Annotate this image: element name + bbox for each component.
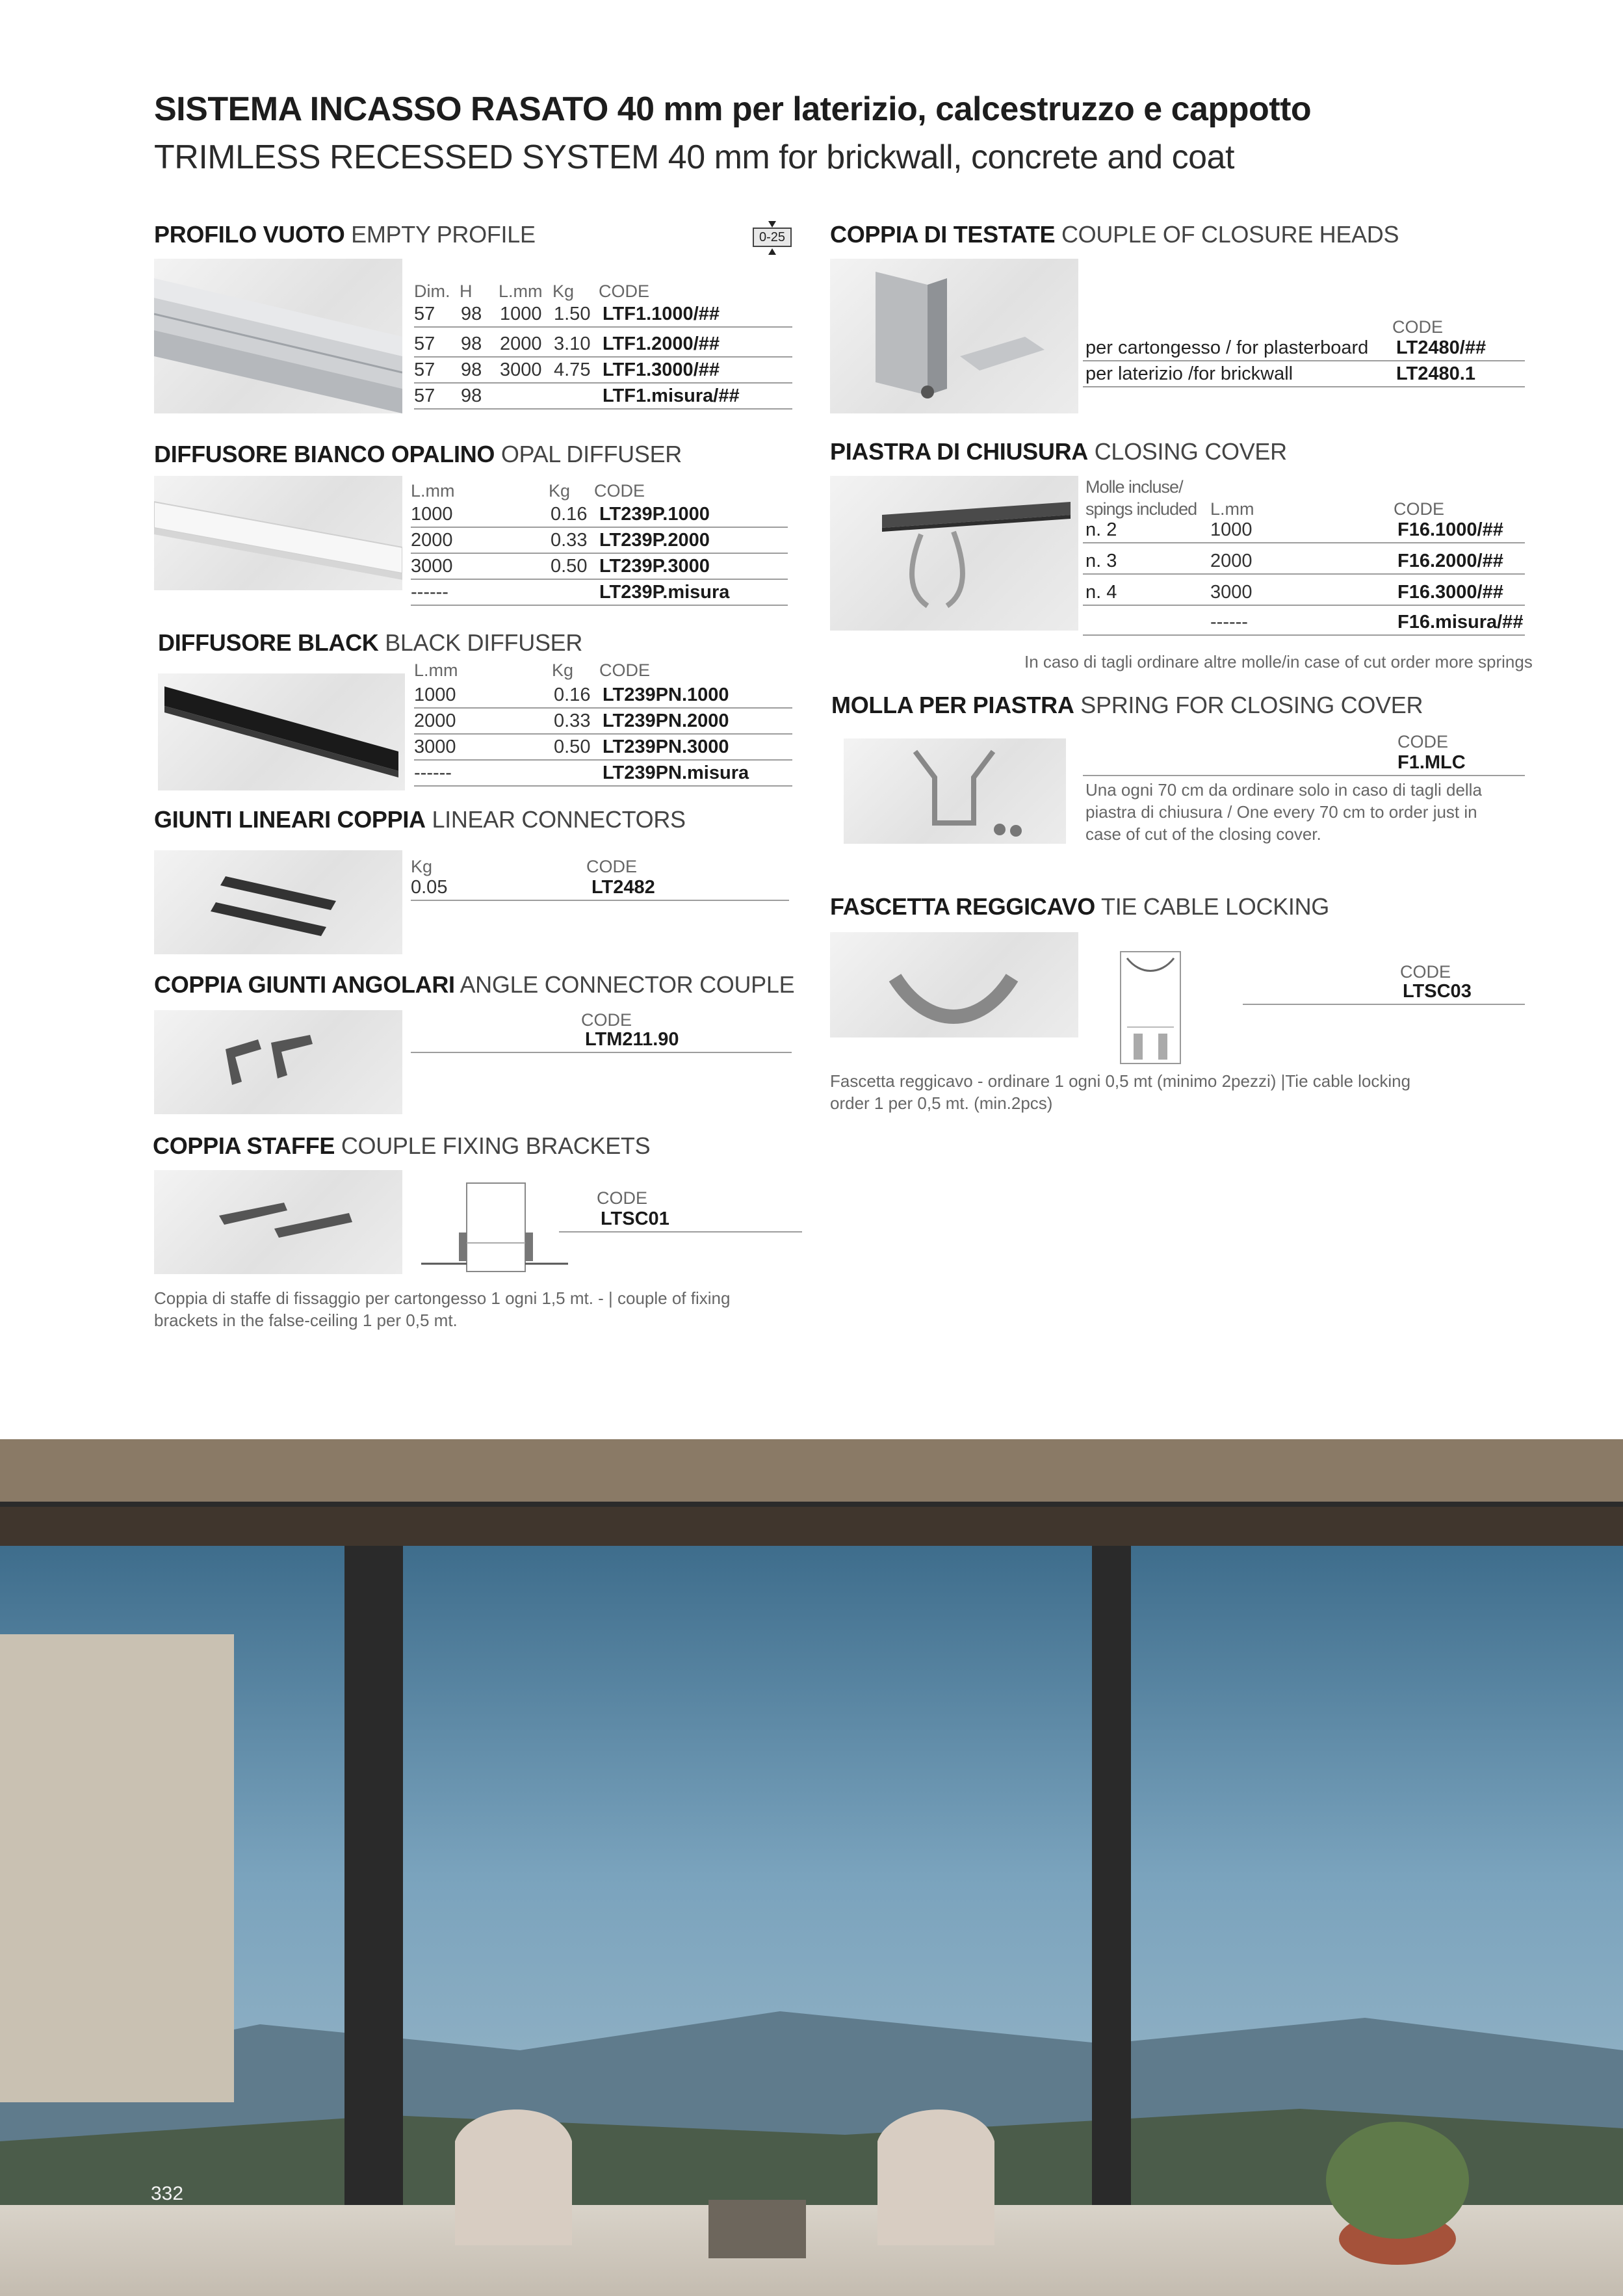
table-row (414, 385, 792, 410)
cell-length: ------ (414, 763, 452, 783)
cell-kg: 0.33 (551, 530, 588, 551)
col-header-code: CODE (1394, 499, 1445, 519)
section-title-en: TIE CABLE LOCKING (1101, 893, 1330, 920)
cell-kg: 1.50 (554, 304, 591, 324)
table-row (1083, 519, 1525, 543)
table-row (411, 529, 788, 554)
closing-cover-note: In caso di tagli ordinare altre molle/in case of cut order more springs (1024, 652, 1533, 672)
section-title-en: EMPTY PROFILE (351, 221, 536, 248)
spring-photo (844, 738, 1066, 844)
section-title-it: COPPIA STAFFE (153, 1132, 335, 1159)
col-header-code: CODE (1397, 732, 1449, 751)
col-header-code: CODE (599, 281, 650, 301)
col-header-code: CODE (586, 857, 638, 876)
cell-code: F16.3000/## (1397, 582, 1503, 603)
table-row (1083, 611, 1525, 636)
col-header-code: CODE (599, 660, 651, 680)
empty-profile-photo (154, 259, 402, 413)
cell-description: per cartongesso / for plasterboard (1085, 337, 1369, 358)
col-header-springs: Molle incluse/ (1085, 477, 1183, 497)
closure-heads-photo (830, 259, 1078, 413)
table-row (1083, 550, 1525, 575)
table-row (411, 503, 788, 528)
cell-code: LTSC01 (601, 1208, 669, 1229)
section-title-linear-connectors (154, 806, 686, 833)
cell-code: LTM211.90 (585, 1029, 679, 1050)
spring-note: Una ogni 70 cm da ordinare solo in caso di tagli della piastra di chiusura / One every 70 cm to order just in case of cut of the closing cover. (1085, 780, 1482, 844)
section-title-en: OPAL DIFFUSER (500, 441, 682, 467)
cell-length: 1000 (1210, 519, 1253, 540)
opal-diffuser-photo (154, 476, 402, 590)
section-title-en: SPRING FOR CLOSING COVER (1080, 692, 1423, 718)
col-header-code: CODE (1400, 962, 1451, 982)
cell-code: LT239P.misura (599, 582, 730, 603)
cell-code: LTF1.2000/## (603, 333, 720, 354)
section-title-en: LINEAR CONNECTORS (432, 806, 686, 833)
cell-code: LTF1.misura/## (603, 385, 740, 406)
table-row (414, 359, 792, 384)
cell-code: F16.2000/## (1397, 551, 1503, 571)
col-header-code: CODE (597, 1188, 648, 1208)
section-title-it: FASCETTA REGGICAVO (830, 893, 1095, 920)
col-header-code: CODE (581, 1010, 632, 1030)
empty-profile-table (414, 280, 792, 416)
cell-code: LT2482 (591, 877, 655, 898)
cell-kg: 0.16 (551, 504, 588, 525)
angle-connector-table (411, 1010, 792, 1056)
cell-kg: 0.05 (411, 877, 448, 898)
section-title-it: PIASTRA DI CHIUSURA (830, 438, 1088, 465)
section-title-angle-connector (154, 971, 794, 998)
cell-dim: 57 (414, 333, 435, 354)
col-header-kg: Kg (552, 281, 575, 301)
section-title-black-diffuser (158, 629, 582, 657)
page-title-italian: SISTEMA INCASSO RASATO 40 mm per laterizio, calcestruzzo e cappotto (154, 90, 1312, 128)
section-title-en: CLOSING COVER (1094, 438, 1287, 465)
fixing-brackets-photo (154, 1170, 402, 1274)
angle-connector-photo (154, 1010, 402, 1114)
cell-length: 2000 (1210, 551, 1253, 571)
col-header-dim: Dim. (414, 281, 450, 301)
cell-kg: 0.16 (554, 685, 591, 705)
cell-code: LTF1.3000/## (603, 359, 720, 380)
col-header-length: L.mm (1210, 499, 1254, 519)
col-header-kg: Kg (549, 481, 571, 501)
badge-label: 0-25 (753, 228, 792, 247)
cell-description: per laterizio /for brickwall (1085, 363, 1293, 384)
cell-h: 98 (461, 304, 482, 324)
table-row (414, 762, 792, 787)
cell-springs: n. 3 (1085, 551, 1117, 571)
section-title-en: BLACK DIFFUSER (385, 629, 583, 656)
section-title-it: PROFILO VUOTO (154, 221, 345, 248)
cell-length: 2000 (500, 333, 542, 354)
section-title-opal-diffuser (154, 441, 682, 468)
section-title-spring (831, 692, 1423, 719)
cell-h: 98 (461, 385, 482, 406)
col-header-h: H (460, 281, 473, 301)
cell-code: LT239PN.2000 (603, 711, 729, 731)
cell-springs: n. 4 (1085, 582, 1117, 603)
cell-code: LT2480/## (1396, 337, 1487, 358)
opal-diffuser-table (411, 481, 788, 605)
table-row (559, 1208, 802, 1233)
cell-springs: n. 2 (1085, 519, 1117, 540)
ambient-photo (0, 1439, 1623, 2296)
cell-dim: 57 (414, 385, 435, 406)
cell-length: 1000 (414, 685, 456, 705)
cell-code: LTSC03 (1403, 981, 1472, 1002)
cell-length: ------ (411, 582, 448, 603)
table-row (414, 736, 792, 761)
cell-dim: 57 (414, 359, 435, 380)
cell-length: 3000 (414, 737, 456, 757)
table-row (1083, 751, 1525, 776)
col-header-length: L.mm (499, 281, 543, 301)
cell-length: 1000 (411, 504, 453, 525)
cell-h: 98 (461, 359, 482, 380)
cell-kg: 3.10 (554, 333, 591, 354)
section-title-it: DIFFUSORE BLACK (158, 629, 379, 656)
col-header-code: CODE (1392, 317, 1444, 337)
cell-length: 2000 (411, 530, 453, 551)
section-title-fixing-brackets (153, 1132, 650, 1160)
fixing-brackets-note: Coppia di staffe di fissaggio per cartongesso 1 ogni 1,5 mt. - | couple of fixing brackets in the false-ceiling 1 per 0,5 mt. (154, 1288, 731, 1330)
cell-code: LT239PN.misura (603, 763, 749, 783)
table-row (414, 303, 792, 328)
section-title-it: GIUNTI LINEARI COPPIA (154, 806, 426, 833)
cell-length: 3000 (1210, 582, 1253, 603)
linear-connectors-table (411, 857, 789, 909)
cell-dim: 57 (414, 304, 435, 324)
page-title-english: TRIMLESS RECESSED SYSTEM 40 mm for brickwall, concrete and coat (154, 138, 1234, 176)
cell-code: F16.1000/## (1397, 519, 1503, 540)
col-header-code: CODE (594, 481, 645, 501)
adjustment-range-badge (753, 220, 792, 256)
col-header-kg: Kg (411, 857, 433, 876)
cell-code: LT239PN.1000 (603, 685, 729, 705)
tie-cable-table (1243, 962, 1525, 1014)
spring-table (1083, 732, 1525, 784)
section-title-empty-profile (154, 221, 536, 248)
cell-length: 2000 (414, 711, 456, 731)
cell-code: LT239P.3000 (599, 556, 710, 577)
col-header-length: L.mm (414, 660, 458, 680)
col-header-length: L.mm (411, 481, 455, 501)
col-header-springs-en: spings included (1085, 499, 1197, 519)
cell-code: LT239P.1000 (599, 504, 710, 525)
section-title-closing-cover (830, 438, 1287, 465)
tie-cable-note: Fascetta reggicavo - ordinare 1 ogni 0,5 mt (minimo 2pezzi) |Tie cable locking order 1 per 0,5 mt. (min.2pcs) (830, 1071, 1411, 1113)
cell-length: 3000 (500, 359, 542, 380)
black-diffuser-photo (158, 673, 405, 790)
section-title-en: ANGLE CONNECTOR COUPLE (460, 971, 795, 998)
cell-length: 3000 (411, 556, 453, 577)
cell-code: F16.misura/## (1397, 612, 1524, 633)
table-row (1083, 363, 1525, 387)
cell-code: LT239P.2000 (599, 530, 710, 551)
table-row (411, 555, 788, 580)
col-header-kg: Kg (552, 660, 574, 680)
cell-code: LT2480.1 (1396, 363, 1475, 384)
closure-heads-table (1083, 317, 1525, 395)
section-title-it: COPPIA DI TESTATE (830, 221, 1056, 248)
cell-h: 98 (461, 333, 482, 354)
table-row (414, 333, 792, 358)
table-row (1083, 337, 1525, 361)
section-title-tie-cable (830, 893, 1329, 920)
cell-kg: 4.75 (554, 359, 591, 380)
cell-kg: 0.50 (551, 556, 588, 577)
cell-kg: 0.33 (554, 711, 591, 731)
tie-cable-photo (830, 932, 1078, 1037)
cell-code: LTF1.1000/## (603, 304, 720, 324)
section-title-en: COUPLE OF CLOSURE HEADS (1061, 221, 1399, 248)
closing-cover-table (1083, 477, 1525, 640)
cell-length: ------ (1210, 612, 1248, 633)
table-row (411, 1028, 792, 1053)
cell-code: F1.MLC (1397, 752, 1466, 773)
section-title-it: MOLLA PER PIASTRA (831, 692, 1074, 718)
black-diffuser-table (414, 660, 792, 790)
bracket-section-drawing (421, 1181, 568, 1275)
table-row (414, 710, 792, 735)
cell-kg: 0.50 (554, 737, 591, 757)
table-row (411, 876, 789, 901)
fixing-brackets-table (559, 1188, 802, 1234)
page-number: 332 (151, 2183, 184, 2204)
section-title-en: COUPLE FIXING BRACKETS (341, 1132, 651, 1159)
closing-cover-photo (830, 476, 1078, 631)
cell-code: LT239PN.3000 (603, 737, 729, 757)
table-row (1083, 581, 1525, 606)
section-title-closure-heads (830, 221, 1399, 248)
cell-length: 1000 (500, 304, 542, 324)
section-title-it: COPPIA GIUNTI ANGOLARI (154, 971, 455, 998)
table-row (414, 684, 792, 709)
tie-cable-section-drawing (1114, 949, 1187, 1066)
linear-connectors-photo (154, 850, 402, 954)
table-row (411, 581, 788, 606)
section-title-it: DIFFUSORE BIANCO OPALINO (154, 441, 495, 467)
table-row (1243, 980, 1525, 1005)
